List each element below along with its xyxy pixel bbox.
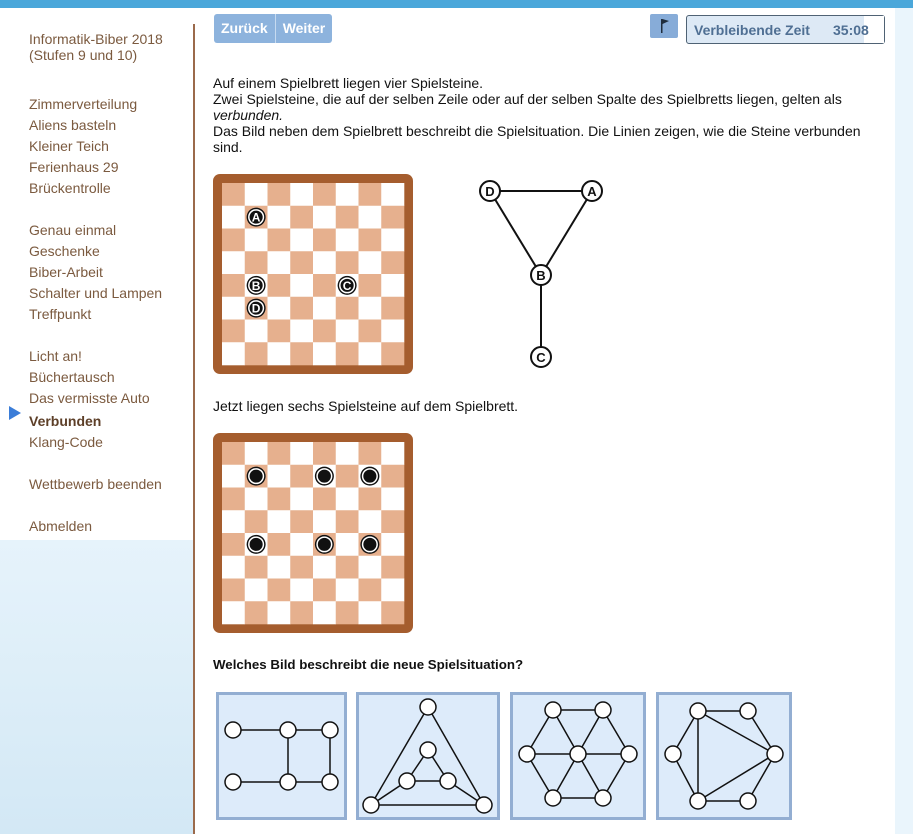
board-2-square xyxy=(359,442,382,465)
board-2-square xyxy=(290,465,313,488)
board-1-square xyxy=(381,206,404,229)
board-2-stone xyxy=(247,467,266,486)
board-2-stone xyxy=(315,535,334,554)
answer-option-4[interactable] xyxy=(656,692,792,820)
board-2-square xyxy=(313,579,336,602)
board-1-square xyxy=(359,251,382,274)
sidebar-item-ferienhaus-29[interactable]: Ferienhaus 29 xyxy=(29,159,119,175)
board-2-square xyxy=(222,488,245,511)
right-background xyxy=(895,8,913,834)
top-band xyxy=(0,0,913,8)
board-1-square xyxy=(313,274,336,297)
sidebar-title xyxy=(29,31,163,63)
sidebar-item-geschenke[interactable]: Geschenke xyxy=(29,243,100,259)
board-1-square xyxy=(222,274,245,297)
svg-text:B: B xyxy=(251,278,261,293)
board-2-square xyxy=(359,556,382,579)
board-1-square xyxy=(359,274,382,297)
next-button[interactable]: Weiter xyxy=(275,14,333,43)
nav-button-group xyxy=(214,14,332,43)
sidebar-item-genau-einmal[interactable]: Genau einmal xyxy=(29,222,117,238)
sidebar-item-verbunden[interactable]: Verbunden xyxy=(29,413,102,429)
intro-line-1: Auf einem Spielbrett liegen vier Spielsteine. xyxy=(213,75,484,91)
answer-option-2[interactable] xyxy=(356,692,500,820)
graph-node-a xyxy=(582,181,602,201)
board-2-square xyxy=(313,510,336,533)
board-1-square xyxy=(245,251,268,274)
board-2-square xyxy=(381,465,404,488)
vertical-divider xyxy=(193,24,195,834)
board-2-square xyxy=(222,510,245,533)
board-1-square xyxy=(222,229,245,252)
board-1-square xyxy=(359,206,382,229)
board-2-square xyxy=(381,488,404,511)
graph-node-c xyxy=(531,347,551,367)
sidebar-item-schalter-und-lampen[interactable]: Schalter und Lampen xyxy=(29,285,163,301)
answer-option-1[interactable] xyxy=(216,692,347,820)
board-2-stone xyxy=(315,467,334,486)
sidebar-item-biber-arbeit[interactable]: Biber-Arbeit xyxy=(29,264,103,280)
board-1-square xyxy=(359,229,382,252)
board-1-square xyxy=(336,297,359,320)
board-1-square xyxy=(313,206,336,229)
board-2-stone xyxy=(360,467,379,486)
board-1-square xyxy=(222,206,245,229)
board-2-square xyxy=(222,556,245,579)
board-2-square xyxy=(268,488,291,511)
flag-icon-graphic xyxy=(650,14,678,38)
board-1-square xyxy=(381,183,404,206)
board-1-square xyxy=(268,342,291,365)
board-2-square xyxy=(381,510,404,533)
game-board-2-svg xyxy=(213,433,413,633)
board-1-square xyxy=(336,183,359,206)
board-1-square xyxy=(222,183,245,206)
board-1-square xyxy=(268,206,291,229)
board-1-square xyxy=(381,251,404,274)
board-2-square xyxy=(336,510,359,533)
board-1-stone-d xyxy=(247,299,266,318)
board-1-square xyxy=(290,183,313,206)
back-button[interactable]: Zurück xyxy=(221,20,268,36)
game-board-2 xyxy=(213,433,413,638)
board-2-square xyxy=(222,465,245,488)
svg-text:B: B xyxy=(536,268,546,283)
board-2-square xyxy=(268,579,291,602)
board-2-square xyxy=(222,533,245,556)
board-1-square xyxy=(290,229,313,252)
board-1-square xyxy=(313,297,336,320)
board-2-square xyxy=(336,442,359,465)
board-1-square xyxy=(290,342,313,365)
board-1-square xyxy=(290,206,313,229)
board-1-stone-a xyxy=(247,208,266,227)
sidebar-item-licht-an[interactable]: Licht an! xyxy=(29,348,82,364)
board-1-square xyxy=(359,183,382,206)
board-1-square xyxy=(381,274,404,297)
sidebar-item-treffpunkt[interactable]: Treffpunkt xyxy=(29,306,92,322)
game-board-1-svg xyxy=(213,174,413,374)
board-1-square xyxy=(313,251,336,274)
edge-d-b xyxy=(490,191,541,275)
board-2-stone xyxy=(360,535,379,554)
board-2-square xyxy=(290,579,313,602)
board-1-square xyxy=(381,320,404,343)
board-2-square xyxy=(336,601,359,624)
board-1-square xyxy=(245,342,268,365)
board-2-square xyxy=(268,601,291,624)
board-1-square xyxy=(290,297,313,320)
answer-option-3[interactable] xyxy=(510,692,646,820)
edge-a-b xyxy=(541,191,592,275)
board-1-square xyxy=(245,183,268,206)
board-1-square xyxy=(336,229,359,252)
svg-text:D: D xyxy=(251,301,261,316)
board-2-square xyxy=(245,488,268,511)
board-1-square xyxy=(336,342,359,365)
board-1-stone-b xyxy=(247,276,266,295)
board-2-square xyxy=(313,601,336,624)
board-1-square xyxy=(245,229,268,252)
board-1-square xyxy=(222,251,245,274)
board-2-square xyxy=(313,442,336,465)
board-1-square xyxy=(268,274,291,297)
board-2-square xyxy=(381,556,404,579)
sidebar-item-brueckentrolle[interactable]: Brückentrolle xyxy=(29,180,111,196)
board-1-stone-c xyxy=(338,276,357,295)
board-2-square xyxy=(359,510,382,533)
board-2-square xyxy=(222,601,245,624)
remaining-time-label: Verbleibende Zeit xyxy=(694,22,810,38)
board-2-square xyxy=(290,533,313,556)
board-1-square xyxy=(222,342,245,365)
sidebar-title-line1: Informatik-Biber 2018 xyxy=(29,31,163,47)
board-2-square xyxy=(268,442,291,465)
board-2-square xyxy=(336,465,359,488)
sidebar-item-zimmerverteilung[interactable]: Zimmerverteilung xyxy=(29,96,138,112)
board-2-square xyxy=(290,601,313,624)
svg-text:A: A xyxy=(251,210,261,225)
triangle-pointer-icon xyxy=(9,406,21,420)
sidebar-item-klang-code[interactable]: Klang-Code xyxy=(29,434,103,450)
intro-line-2: Zwei Spielsteine, die auf der selben Zeile oder auf der selben Spalte des Spielbretts liegen, gelten als xyxy=(213,91,842,107)
board-2-square xyxy=(359,579,382,602)
board-2-square xyxy=(245,510,268,533)
sidebar-item-das-vermisste-auto[interactable]: Das vermisste Auto xyxy=(29,390,150,406)
connection-graph-1-svg xyxy=(470,172,620,377)
sidebar-item-kleiner-teich[interactable]: Kleiner Teich xyxy=(29,138,109,154)
board-1-square xyxy=(381,342,404,365)
game-board-1 xyxy=(213,174,413,379)
end-contest-link[interactable]: Wettbewerb beenden xyxy=(29,476,162,492)
board-1-square xyxy=(313,320,336,343)
svg-text:A: A xyxy=(587,184,597,199)
board-2-square xyxy=(290,510,313,533)
intro-line-3: verbunden. xyxy=(213,107,284,123)
board-1-square xyxy=(359,342,382,365)
board-2-square xyxy=(313,556,336,579)
board-2-square xyxy=(336,533,359,556)
board-2-square xyxy=(381,442,404,465)
sidebar-item-buechertausch[interactable]: Büchertausch xyxy=(29,369,115,385)
board-1-square xyxy=(359,320,382,343)
svg-text:C: C xyxy=(342,278,352,293)
board-2-square xyxy=(222,579,245,602)
board-2-square xyxy=(336,556,359,579)
board-1-square xyxy=(313,183,336,206)
board-2-square xyxy=(381,533,404,556)
board-2-square xyxy=(245,556,268,579)
svg-text:D: D xyxy=(485,184,495,199)
board-2-square xyxy=(222,442,245,465)
board-2-square xyxy=(359,488,382,511)
remaining-time-value: 35:08 xyxy=(833,22,869,38)
board-1-square xyxy=(336,320,359,343)
board-2-square xyxy=(336,579,359,602)
board-2-square xyxy=(381,579,404,602)
remaining-time-box xyxy=(686,15,885,44)
board-1-square xyxy=(336,206,359,229)
board-1-square xyxy=(290,274,313,297)
board-1-square xyxy=(268,229,291,252)
svg-text:C: C xyxy=(536,350,546,365)
board-2-square xyxy=(336,488,359,511)
board-1-square xyxy=(268,297,291,320)
connection-graph-1 xyxy=(470,172,620,382)
board-2-square xyxy=(268,510,291,533)
board-1-square xyxy=(222,297,245,320)
graph-node-d xyxy=(480,181,500,201)
board-2-square xyxy=(290,488,313,511)
board-1-square xyxy=(268,183,291,206)
board-2-square xyxy=(268,533,291,556)
board-2-square xyxy=(268,556,291,579)
sidebar-background xyxy=(0,540,193,834)
board-1-square xyxy=(245,320,268,343)
answer-option-3-graph xyxy=(513,695,643,817)
task-intro xyxy=(213,75,873,155)
sidebar-item-aliens-basteln[interactable]: Aliens basteln xyxy=(29,117,117,133)
answer-option-4-graph xyxy=(659,695,789,817)
logout-link[interactable]: Abmelden xyxy=(29,518,93,534)
board-2-square xyxy=(268,465,291,488)
board-1-square xyxy=(381,297,404,320)
six-stones-text: Jetzt liegen sechs Spielsteine auf dem Spielbrett. xyxy=(213,398,519,414)
board-1-square xyxy=(268,251,291,274)
board-2-square xyxy=(381,601,404,624)
board-2-square xyxy=(359,601,382,624)
flag-icon[interactable] xyxy=(650,14,678,38)
sidebar-title-line2: (Stufen 9 und 10) xyxy=(29,47,138,63)
board-2-square xyxy=(245,442,268,465)
answer-option-2-graph xyxy=(359,695,497,817)
board-2-stone xyxy=(247,535,266,554)
board-1-square xyxy=(222,320,245,343)
board-2-square xyxy=(313,488,336,511)
board-2-square xyxy=(245,601,268,624)
board-1-square xyxy=(381,229,404,252)
board-1-square xyxy=(268,320,291,343)
intro-line-5: sind. xyxy=(213,139,243,155)
board-2-square xyxy=(245,579,268,602)
board-1-square xyxy=(336,251,359,274)
board-1-square xyxy=(313,342,336,365)
intro-line-4: Das Bild neben dem Spielbrett beschreibt die Spielsituation. Die Linien zeigen, wie die Steine verbunden xyxy=(213,123,861,139)
graph-node-b xyxy=(531,265,551,285)
question-text: Welches Bild beschreibt die neue Spielsituation? xyxy=(213,657,524,672)
board-1-square xyxy=(313,229,336,252)
answer-option-1-graph xyxy=(219,695,344,817)
board-2-square xyxy=(290,442,313,465)
board-1-square xyxy=(359,297,382,320)
board-1-square xyxy=(290,320,313,343)
board-2-square xyxy=(290,556,313,579)
board-1-square xyxy=(290,251,313,274)
